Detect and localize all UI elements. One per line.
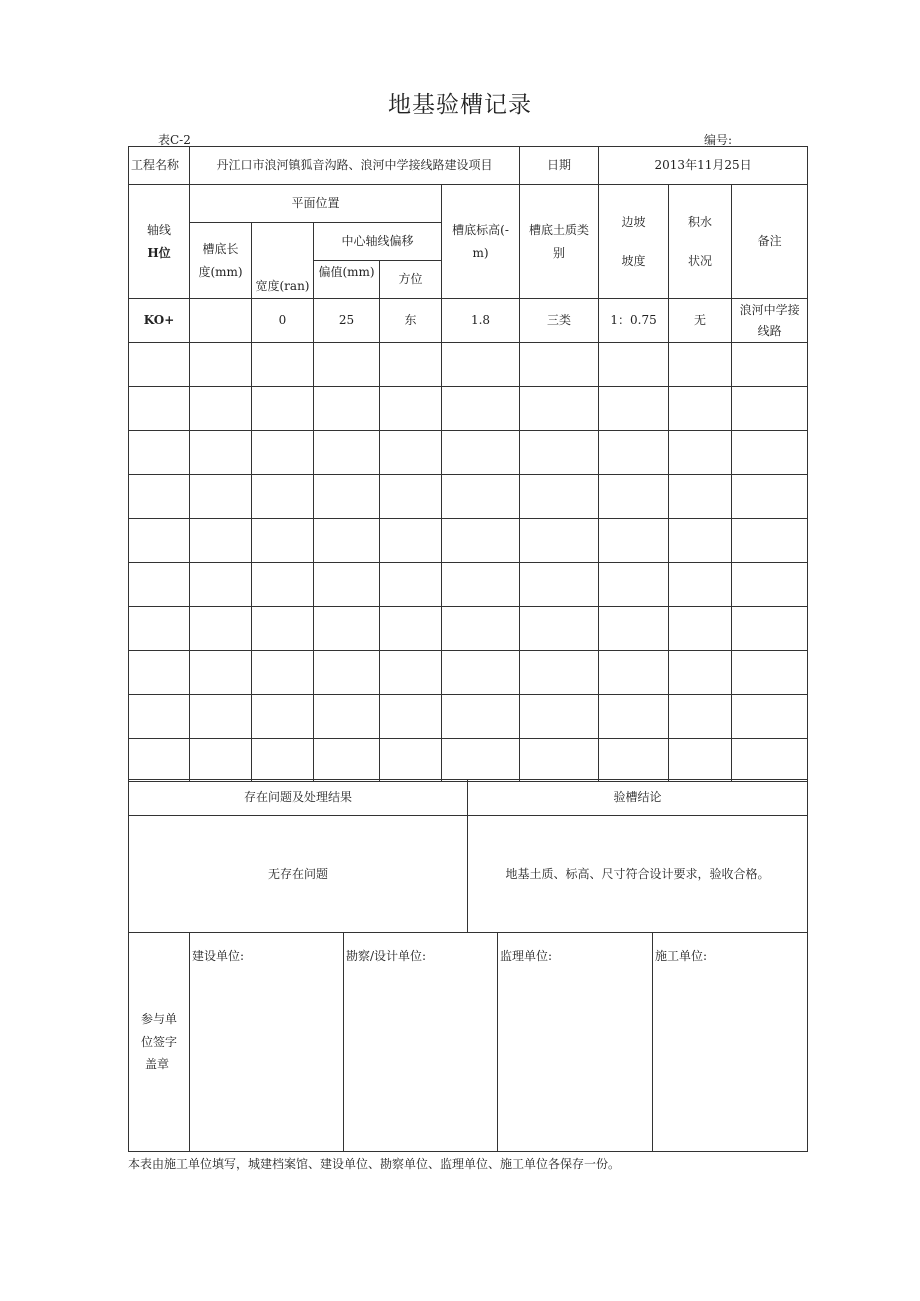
project-value: 丹江口市浪河镇狐音沟路、浪河中学接线路建设项目 <box>190 147 520 185</box>
empty-cell <box>380 475 442 519</box>
empty-cell <box>380 651 442 695</box>
empty-cell <box>190 695 252 739</box>
empty-cell <box>129 563 190 607</box>
water-header <box>669 185 732 299</box>
project-label: 工程名称 <box>129 147 190 185</box>
empty-cell <box>380 519 442 563</box>
conclusion-value: 地基土质、标高、尺寸符合设计要求，验收合格。 <box>468 816 808 933</box>
cell-width: 0 <box>252 299 314 343</box>
serial-number-label: 编号: <box>704 133 733 147</box>
empty-cell <box>252 739 314 782</box>
empty-cell <box>669 695 732 739</box>
empty-cell <box>314 563 380 607</box>
table-row <box>129 343 808 387</box>
empty-cell <box>669 431 732 475</box>
page-title: 地基验槽记录 <box>388 92 532 118</box>
empty-cell <box>599 519 669 563</box>
length-header-line1: 槽底长 <box>202 241 239 256</box>
empty-cell <box>520 431 599 475</box>
empty-cell <box>252 475 314 519</box>
cell-remark-line1: 浪河中学接 <box>739 303 800 318</box>
issues-label: 存在问题及处理结果 <box>129 780 468 816</box>
empty-cell <box>380 387 442 431</box>
empty-cell <box>314 519 380 563</box>
soil-header-line2: 别 <box>553 245 566 260</box>
conclusion-label: 验槽结论 <box>468 780 808 816</box>
empty-cell <box>520 519 599 563</box>
table-row <box>129 519 808 563</box>
slope-header <box>599 185 669 299</box>
form-code: 表C-2 <box>158 133 191 147</box>
issues-value: 无存在问题 <box>129 816 468 933</box>
empty-cell <box>190 607 252 651</box>
result-table <box>128 779 808 933</box>
empty-cell <box>732 739 808 782</box>
empty-cell <box>599 563 669 607</box>
length-header-line2: 度(mm) <box>198 264 243 279</box>
empty-cell <box>442 475 520 519</box>
empty-cell <box>732 387 808 431</box>
water-header-line1: 积水 <box>688 214 713 229</box>
empty-cell <box>442 343 520 387</box>
footnote: 本表由施工单位填写，城建档案馆、建设单位、勘察单位、监理单位、施工单位各保存一份。 <box>128 1157 621 1171</box>
empty-cell <box>129 607 190 651</box>
empty-cell <box>252 387 314 431</box>
empty-cell <box>190 519 252 563</box>
table-row <box>129 607 808 651</box>
empty-cell <box>732 651 808 695</box>
empty-cell <box>190 739 252 782</box>
elevation-header-line2: m) <box>472 245 489 260</box>
slope-header-line2: 坡度 <box>621 253 646 268</box>
cell-offset: 25 <box>314 299 380 343</box>
empty-cell <box>520 475 599 519</box>
cell-axis: KO+ <box>129 299 190 343</box>
empty-cell <box>599 651 669 695</box>
signature-label <box>129 933 190 1152</box>
signature-table <box>128 932 808 1152</box>
contractor-signature: 施工单位: <box>653 933 808 1152</box>
empty-cell <box>599 475 669 519</box>
empty-cell <box>732 475 808 519</box>
empty-cell <box>669 475 732 519</box>
empty-cell <box>520 607 599 651</box>
empty-cell <box>129 519 190 563</box>
axis-header-line2: H位 <box>147 245 171 260</box>
empty-cell <box>314 431 380 475</box>
empty-cell <box>732 695 808 739</box>
empty-cell <box>669 651 732 695</box>
inspection-table <box>128 146 808 782</box>
empty-cell <box>314 607 380 651</box>
empty-cell <box>252 343 314 387</box>
empty-cell <box>669 343 732 387</box>
empty-cell <box>252 651 314 695</box>
empty-cell <box>520 651 599 695</box>
remark-header: 备注 <box>732 185 808 299</box>
empty-cell <box>129 651 190 695</box>
empty-cell <box>252 519 314 563</box>
project-row <box>129 147 808 185</box>
empty-cell <box>520 563 599 607</box>
empty-cell <box>129 695 190 739</box>
empty-cell <box>442 563 520 607</box>
empty-cell <box>314 695 380 739</box>
empty-cell <box>380 563 442 607</box>
empty-cell <box>442 431 520 475</box>
empty-cell <box>732 563 808 607</box>
empty-cell <box>669 739 732 782</box>
empty-cell <box>252 563 314 607</box>
empty-cell <box>314 651 380 695</box>
empty-cell <box>599 343 669 387</box>
empty-cell <box>520 387 599 431</box>
empty-cell <box>599 607 669 651</box>
cell-length <box>190 299 252 343</box>
signature-label-line1: 参与单 <box>140 1011 177 1026</box>
empty-cell <box>520 343 599 387</box>
empty-cell <box>442 387 520 431</box>
empty-cell <box>732 431 808 475</box>
empty-cell <box>314 475 380 519</box>
empty-cell <box>669 519 732 563</box>
direction-header: 方位 <box>380 261 442 299</box>
empty-cell <box>190 387 252 431</box>
empty-cell <box>380 431 442 475</box>
empty-cell <box>599 431 669 475</box>
empty-cell <box>129 387 190 431</box>
empty-cell <box>129 739 190 782</box>
signature-label-line2: 位签字 <box>140 1034 177 1049</box>
cell-direction: 东 <box>380 299 442 343</box>
empty-cell <box>380 695 442 739</box>
empty-cell <box>442 607 520 651</box>
owner-signature: 建设单位: <box>190 933 344 1152</box>
empty-cell <box>599 739 669 782</box>
table-row <box>129 739 808 782</box>
empty-cell <box>252 607 314 651</box>
empty-cell <box>252 695 314 739</box>
table-row <box>129 651 808 695</box>
cell-elevation: 1.8 <box>442 299 520 343</box>
table-row <box>129 387 808 431</box>
empty-cell <box>520 739 599 782</box>
elevation-header-line1: 槽底标高(- <box>452 222 509 237</box>
empty-cell <box>380 739 442 782</box>
empty-cell <box>380 607 442 651</box>
axis-header <box>129 185 190 299</box>
plane-position-header: 平面位置 <box>190 185 442 223</box>
survey-signature: 勘察/设计单位: <box>344 933 498 1152</box>
center-offset-header: 中心轴线偏移 <box>314 223 442 261</box>
cell-slope: 1：0.75 <box>599 299 669 343</box>
date-value: 2013年11月25日 <box>599 147 808 185</box>
soil-header <box>520 185 599 299</box>
empty-cell <box>190 431 252 475</box>
length-header <box>190 223 252 299</box>
date-label: 日期 <box>520 147 599 185</box>
empty-cell <box>442 739 520 782</box>
supervisor-signature: 监理单位: <box>498 933 653 1152</box>
empty-cell <box>252 431 314 475</box>
cell-remark <box>732 299 808 343</box>
empty-cell <box>129 431 190 475</box>
empty-cell <box>190 475 252 519</box>
axis-header-line1: 轴线 <box>146 222 171 237</box>
empty-cell <box>732 343 808 387</box>
header-row-1 <box>129 185 808 223</box>
table-row <box>129 563 808 607</box>
empty-cell <box>520 695 599 739</box>
empty-cell <box>732 607 808 651</box>
empty-cell <box>732 519 808 563</box>
water-header-line2: 状况 <box>688 253 713 268</box>
elevation-header <box>442 185 520 299</box>
empty-cell <box>380 343 442 387</box>
empty-rows <box>129 343 808 782</box>
signature-label-line3: 盖章 <box>145 1057 170 1072</box>
empty-cell <box>442 651 520 695</box>
empty-cell <box>314 343 380 387</box>
empty-cell <box>190 563 252 607</box>
offset-value-header: 偏值(mm) <box>314 261 380 299</box>
empty-cell <box>190 651 252 695</box>
empty-cell <box>669 563 732 607</box>
table-row <box>129 299 808 343</box>
width-header: 宽度(ran) <box>252 223 314 299</box>
cell-soil: 三类 <box>520 299 599 343</box>
table-row <box>129 475 808 519</box>
empty-cell <box>599 695 669 739</box>
table-row <box>129 431 808 475</box>
empty-cell <box>669 607 732 651</box>
cell-water: 无 <box>669 299 732 343</box>
cell-remark-line2: 线路 <box>757 323 782 338</box>
slope-header-line1: 边坡 <box>621 214 646 229</box>
empty-cell <box>599 387 669 431</box>
empty-cell <box>129 475 190 519</box>
empty-cell <box>190 343 252 387</box>
empty-cell <box>314 387 380 431</box>
empty-cell <box>442 519 520 563</box>
empty-cell <box>669 387 732 431</box>
empty-cell <box>442 695 520 739</box>
table-row <box>129 695 808 739</box>
empty-cell <box>314 739 380 782</box>
soil-header-line1: 槽底土质类 <box>529 222 590 237</box>
empty-cell <box>129 343 190 387</box>
